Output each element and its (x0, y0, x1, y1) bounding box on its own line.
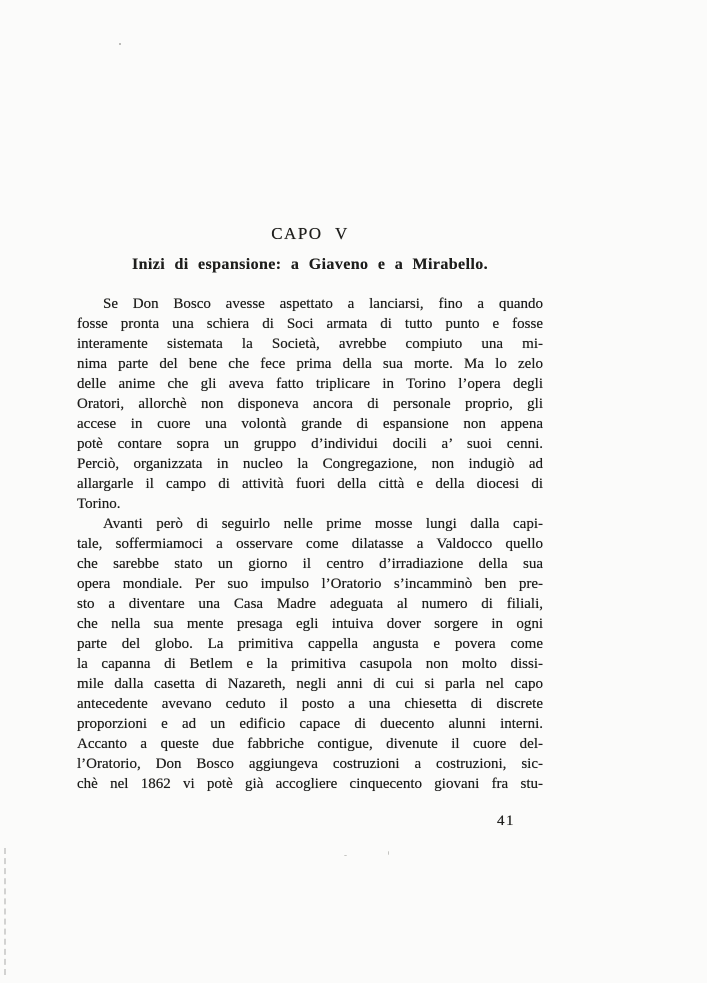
text-line: Avanti però di seguirlo nelle prime mosse lungi dalla capi- (103, 516, 543, 532)
text-line: sto a diventare una Casa Madre adeguata al numero di filiali, (77, 596, 543, 612)
text-line: proporzioni e ad un edificio capace di duecento alunni interni. (77, 716, 543, 732)
text-line: Oratori, allorchè non disponeva ancora di personale proprio, gli (77, 396, 543, 412)
text-line: potè contare sopra un gruppo d’individui docili a’ suoi cenni. (77, 436, 543, 452)
text-line: Perciò, organizzata in nucleo la Congregazione, non indugiò ad (77, 456, 543, 472)
scan-artifact-dashed-line (4, 848, 6, 975)
text-line: nima parte del bene che fece prima della sua morte. Ma lo zelo (77, 356, 543, 372)
text-line: interamente sistemata la Società, avrebbe compiuto una mi- (77, 336, 543, 352)
text-body (77, 294, 543, 794)
text-line: tale, soffermiamoci a osservare come dilatasse a Valdocco quello (77, 536, 543, 552)
text-line: Se Don Bosco avesse aspettato a lanciarsi, fino a quando (103, 296, 543, 312)
text-line: parte del globo. La primitiva cappella angusta e povera come (77, 636, 543, 652)
text-line: Accanto a queste due fabbriche contigue, divenute il cuore del- (77, 736, 543, 752)
chapter-heading: CAPO V (271, 224, 349, 243)
text-line: che sarebbe stato un giorno il centro d’irradiazione della sua (77, 556, 543, 572)
scan-artifact-speck (344, 855, 347, 856)
text-line: antecedente avevano ceduto il posto a una chiesetta di discrete (77, 696, 543, 712)
text-line: delle anime che gli aveva fatto triplicare in Torino l’opera degli (77, 376, 543, 392)
scan-artifact-speck (388, 851, 389, 855)
text-line: che nella sua mente presaga egli intuiva dover sorgere in ogni (77, 616, 543, 632)
text-line: chè nel 1862 vi potè già accogliere cinquecento giovani fra stu- (77, 776, 543, 792)
page-number: 41 (497, 813, 515, 829)
text-line: la capanna di Betlem e la primitiva casupola non molto dissi- (77, 656, 543, 672)
text-line: mile dalla casetta di Nazareth, negli anni di cui si parla nel capo (77, 676, 543, 692)
scan-artifact-speck (119, 43, 121, 45)
text-line: allargarle il campo di attività fuori della città e della diocesi di (77, 476, 543, 492)
text-line: Torino. (77, 496, 121, 512)
text-line: fosse pronta una schiera di Soci armata di tutto punto e fosse (77, 316, 543, 332)
text-line: l’Oratorio, Don Bosco aggiungeva costruzioni a costruzioni, sic- (77, 756, 543, 772)
text-line: accese in cuore una volontà grande di espansione non appena (77, 416, 543, 432)
section-title: Inizi di espansione: a Giaveno e a Mirabello. (131, 256, 489, 273)
text-line: opera mondiale. Per suo impulso l’Oratorio s’incamminò ben pre- (77, 576, 543, 592)
